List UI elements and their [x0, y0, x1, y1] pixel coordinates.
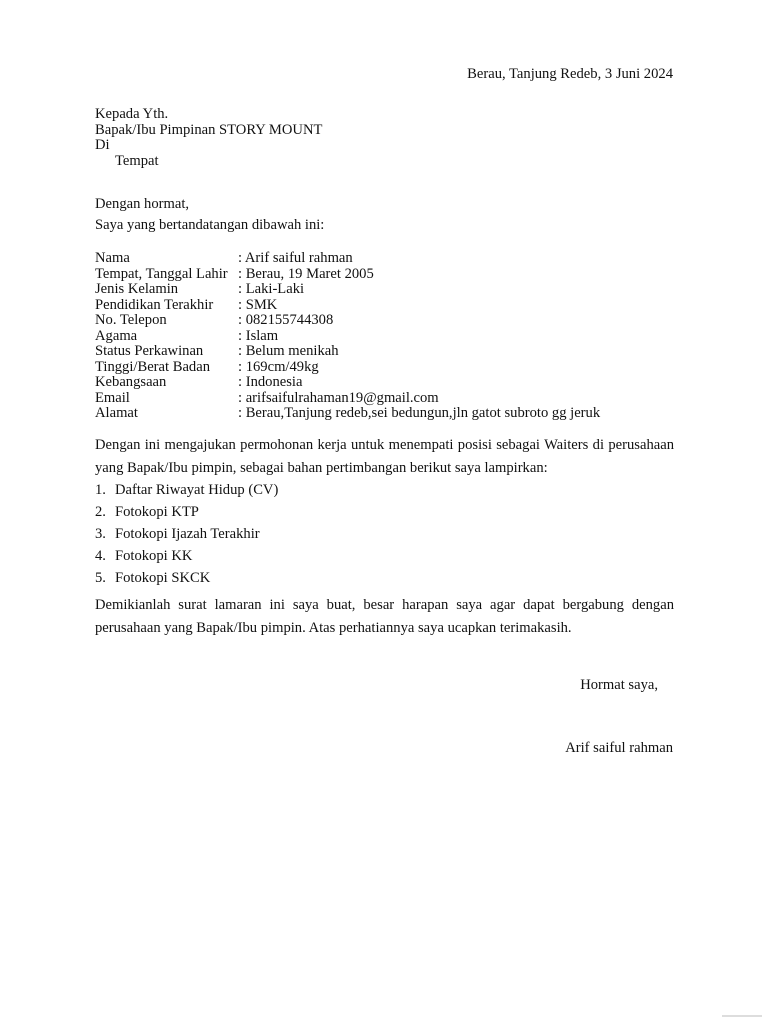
list-number: 5. [95, 570, 106, 586]
watermark [722, 1014, 762, 1019]
detail-row [95, 406, 674, 422]
closing-paragraph: Demikianlah surat lamaran ini saya buat, besar harapan saya agar dapat bergabung dengan perusahaan yang Bapak/Ibu pimpin. Atas perhatiannya saya ucapkan terimakasih. [95, 597, 674, 636]
detail-row [95, 313, 674, 329]
recipient-line-1: Kepada Yth. [95, 106, 169, 122]
detail-label: Email [95, 389, 130, 406]
detail-label: Nama [95, 250, 130, 266]
recipient-block [95, 107, 674, 169]
list-text: Daftar Riwayat Hidup (CV) [115, 482, 279, 498]
detail-value: : Arif saiful rahman [238, 250, 353, 266]
list-item [95, 505, 278, 527]
detail-value: : SMK [238, 296, 278, 313]
detail-label: Agama [95, 327, 138, 344]
list-number: 1. [95, 482, 106, 498]
list-text: Fotokopi Ijazah Terakhir [115, 526, 260, 542]
list-item [95, 527, 278, 549]
recipient-line-4: Tempat [115, 152, 159, 169]
greeting: Dengan hormat, [95, 196, 190, 212]
list-number: 3. [95, 526, 106, 542]
detail-value: : Islam [238, 327, 279, 344]
detail-label: Status Perkawinan [95, 343, 204, 359]
detail-row [95, 344, 674, 360]
detail-row [95, 375, 674, 391]
list-number: 4. [95, 548, 106, 564]
detail-value: : Laki-Laki [238, 281, 305, 297]
list-item [95, 549, 278, 571]
detail-label: Tempat, Tanggal Lahir [95, 265, 228, 282]
signature-name: Arif saiful rahman [565, 740, 673, 756]
detail-label: Kebangsaan [95, 374, 167, 390]
recipient-line-3: Di [95, 137, 110, 153]
list-item [95, 571, 278, 593]
detail-label: Tinggi/Berat Badan [95, 358, 210, 375]
watermark-mark-icon [722, 1014, 762, 1018]
date-line: Berau, Tanjung Redeb, 3 Juni 2024 [467, 66, 673, 82]
detail-row [95, 298, 674, 314]
detail-row [95, 360, 674, 376]
detail-value: : Belum menikah [238, 343, 339, 359]
detail-value: : 169cm/49kg [238, 358, 319, 375]
list-text: Fotokopi SKCK [115, 570, 211, 586]
detail-label: No. Telepon [95, 312, 167, 328]
sign-off: Hormat saya, [580, 677, 658, 693]
attachment-list [95, 483, 278, 593]
detail-row [95, 282, 674, 298]
detail-row [95, 329, 674, 345]
list-number: 2. [95, 504, 106, 520]
personal-details [95, 251, 674, 422]
detail-label: Alamat [95, 405, 138, 421]
intro-text: Saya yang bertandatangan dibawah ini: [95, 217, 325, 233]
detail-value: : Berau,Tanjung redeb,sei bedungun,jln gatot subroto gg jeruk [238, 405, 601, 421]
list-text: Fotokopi KTP [115, 504, 199, 520]
detail-row [95, 391, 674, 407]
detail-value: : Berau, 19 Maret 2005 [238, 265, 374, 282]
list-text: Fotokopi KK [115, 548, 193, 564]
list-item [95, 483, 278, 505]
detail-value: : 082155744308 [238, 312, 334, 328]
detail-row [95, 267, 674, 283]
detail-value: : arifsaifulrahaman19@gmail.com [238, 389, 439, 406]
detail-row [95, 251, 674, 267]
detail-value: : Indonesia [238, 374, 303, 390]
body-paragraph: Dengan ini mengajukan permohonan kerja untuk menempati posisi sebagai Waiters di perusahaan yang Bapak/Ibu pimpin, sebagai bahan pertimbangan berikut saya lampirkan: [95, 437, 674, 476]
detail-label: Jenis Kelamin [95, 281, 179, 297]
recipient-line-2: Bapak/Ibu Pimpinan STORY MOUNT [95, 121, 323, 138]
detail-label: Pendidikan Terakhir [95, 296, 214, 313]
